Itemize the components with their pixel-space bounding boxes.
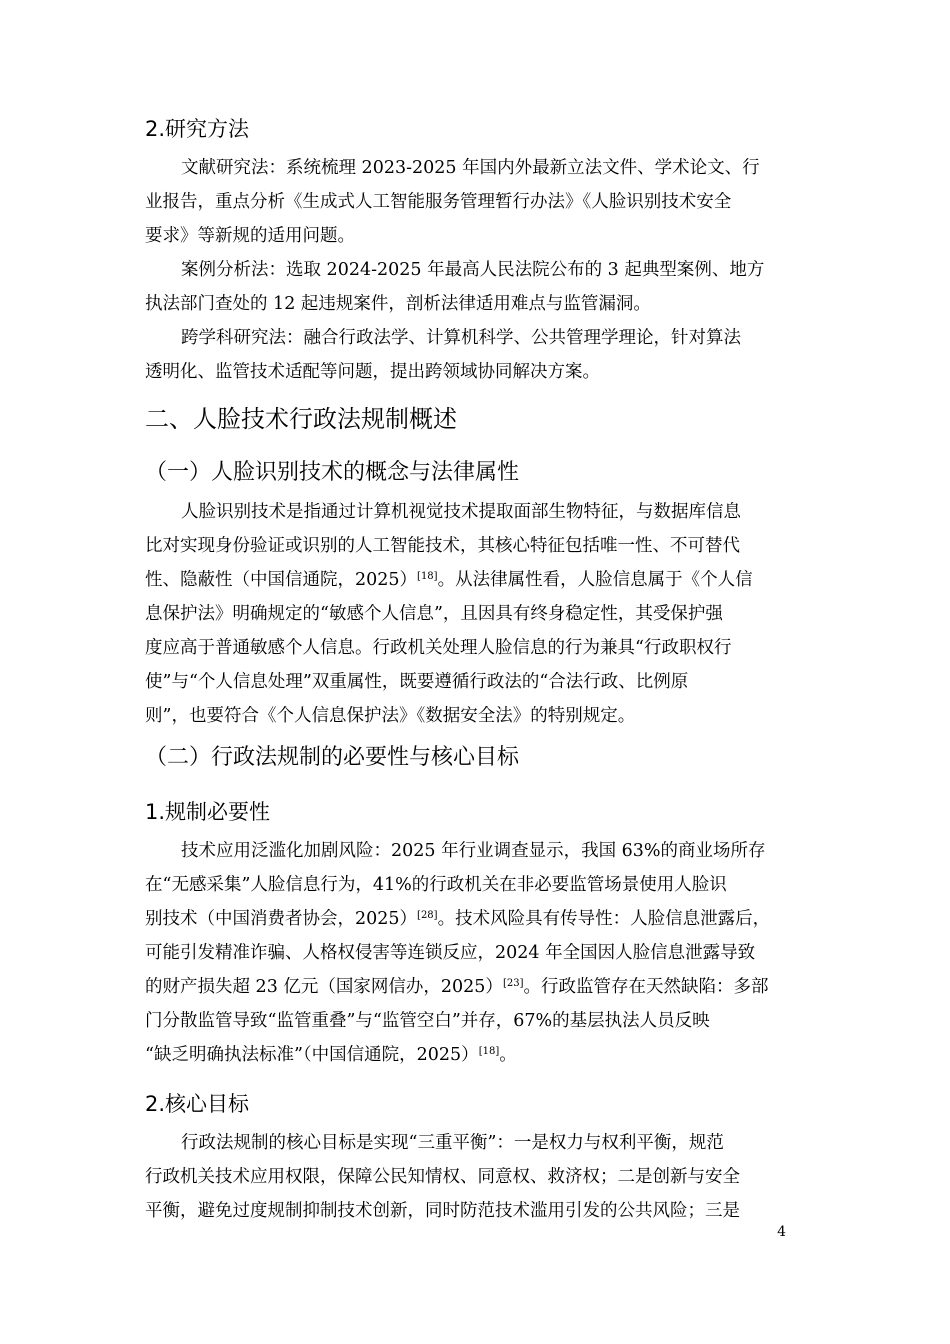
text-span: “缺乏明确执法标准”（中国信通院，2025） [145,1045,479,1065]
paragraph-interdisciplinary [145,321,800,389]
text-span: 。 [499,1045,517,1065]
heading-core-goals: 2.核心目标 [145,1092,250,1116]
text-line [145,902,800,936]
citation-ref: [28] [417,910,438,921]
paragraph-core-goals [145,1126,800,1228]
section-heading-research-methods: 2.研究方法 [145,117,250,141]
text-line: 业报告，重点分析《生成式人工智能服务管理暂行办法》《人脸识别技术安全 [145,192,732,212]
subsection-heading-concept: （一）人脸识别技术的概念与法律属性 [145,460,520,485]
text-line: 跨学科研究法：融合行政法学、计算机科学、公共管理学理论，针对算法 [181,328,741,348]
paragraph-case-analysis [145,253,800,321]
text-span: 。行政监管存在天然缺陷：多部 [523,977,769,997]
paragraph-concept-legal-attribute [145,495,800,733]
text-line: 案例分析法：选取 2024-2025 年最高人民法院公布的 3 起典型案例、地方 [181,260,765,280]
subsection-heading-necessity-goals: （二）行政法规制的必要性与核心目标 [145,745,520,770]
text-line: 透明化、监管技术适配等问题，提出跨领域协同解决方案。 [145,362,600,382]
text-span: 别技术（中国消费者协会，2025） [145,909,418,929]
text-span: 。技术风险具有传导性：人脸信息泄露后， [437,909,771,929]
text-line: 在“无感采集”人脸信息行为，41%的行政机关在非必要监管场景使用人脸识 [145,875,727,895]
text-line [145,1038,800,1072]
text-line: 则”，也要符合《个人信息保护法》《数据安全法》的特别规定。 [145,706,636,726]
text-line: 技术应用泛滥化加剧风险：2025 年行业调查显示，我国 63%的商业场所存 [181,841,766,861]
text-line: 行政机关技术应用权限，保障公民知情权、同意权、救济权；二是创新与安全 [145,1167,740,1187]
page-number: 4 [777,1224,786,1240]
text-line: 可能引发精准诈骗、人格权侵害等连锁反应，2024 年全国因人脸信息泄露导致 [145,943,756,963]
text-line: 比对实现身份验证或识别的人工智能技术，其核心特征包括唯一性、不可替代 [145,536,740,556]
text-line [145,970,800,1004]
text-line: 行政法规制的核心目标是实现“三重平衡”：一是权力与权利平衡，规范 [181,1133,724,1153]
text-line: 度应高于普通敏感个人信息。行政机关处理人脸信息的行为兼具“行政职权行 [145,638,732,658]
text-line [145,563,800,597]
text-line: 人脸识别技术是指通过计算机视觉技术提取面部生物特征，与数据库信息 [181,502,741,522]
citation-ref: [23] [502,978,524,989]
text-line: 文献研究法：系统梳理 2023-2025 年国内外最新立法文件、学术论文、行 [181,158,760,178]
citation-ref: [18] [417,571,438,582]
text-line: 要求》等新规的适用问题。 [145,226,355,246]
paragraph-literature-research [145,151,800,253]
heading-necessity: 1.规制必要性 [145,800,271,824]
citation-ref: [18] [478,1046,500,1057]
chapter-heading: 二、人脸技术行政法规制概述 [145,405,457,433]
text-span: 性、隐蔽性（中国信通院，2025） [145,570,418,590]
text-line: 使”与“个人信息处理”双重属性，既要遵循行政法的“合法行政、比例原 [145,672,689,692]
text-line: 门分散监管导致“监管重叠”与“监管空白”并存，67%的基层执法人员反映 [145,1011,710,1031]
text-line: 平衡，避免过度规制抑制技术创新，同时防范技术滥用引发的公共风险；三是 [145,1201,740,1221]
paragraph-necessity [145,834,800,1072]
text-span: 的财产损失超 23 亿元（国家网信办，2025） [145,977,503,997]
text-line: 执法部门查处的 12 起违规案件，剖析法律适用难点与监管漏洞。 [145,294,651,314]
text-line: 息保护法》明确规定的“敏感个人信息”，且因具有终身稳定性，其受保护强 [145,604,723,624]
text-span: 。从法律属性看，人脸信息属于《个人信 [437,570,753,590]
